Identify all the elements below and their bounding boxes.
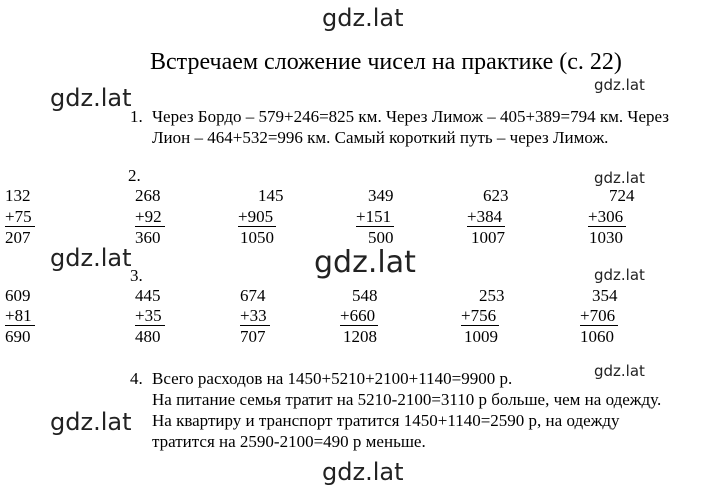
- task1-number: 1.: [130, 107, 143, 126]
- watermark-right-2: gdz.lat: [594, 169, 645, 187]
- addend-b: +92: [135, 208, 165, 227]
- addend-a: 548: [352, 286, 378, 305]
- addend-a: 445: [135, 286, 161, 305]
- addend-a: 724: [609, 186, 635, 205]
- page-title: Встречаем сложение чисел на практике (с. 22): [150, 49, 622, 75]
- addend-a: 354: [592, 286, 618, 305]
- watermark-right-3: gdz.lat: [594, 266, 645, 284]
- task4-line3: На квартиру и транспорт тратится 1450+1140=2590 р, на одежду: [152, 411, 620, 430]
- watermark-left-2: gdz.lat: [50, 244, 132, 272]
- sum: 1009: [464, 327, 498, 346]
- watermark-top: gdz.lat: [322, 4, 404, 32]
- sum: 1030: [589, 228, 623, 247]
- addend-a: 609: [5, 286, 31, 305]
- task4-line2: На питание семья тратит на 5210-2100=3110 р больше, чем на одежду.: [152, 390, 662, 409]
- sum: 207: [5, 228, 31, 247]
- sum: 360: [135, 228, 161, 247]
- addend-b: +151: [356, 208, 394, 227]
- addend-b: +35: [135, 307, 165, 326]
- sum: 690: [5, 327, 31, 346]
- addend-b: +706: [580, 307, 618, 326]
- sum: 1060: [580, 327, 614, 346]
- addend-b: +81: [5, 307, 35, 326]
- task1-line2: Лион – 464+532=996 км. Самый короткий путь – через Лимож.: [152, 128, 609, 147]
- task4-line4: тратится на 2590-2100=490 р меньше.: [152, 432, 426, 451]
- addend-b: +384: [467, 208, 505, 227]
- sum: 707: [240, 327, 266, 346]
- watermark-left-1: gdz.lat: [50, 84, 132, 112]
- addend-a: 132: [5, 186, 31, 205]
- addend-b: +306: [588, 208, 626, 227]
- sum: 1050: [240, 228, 274, 247]
- sum: 1208: [343, 327, 377, 346]
- task2-number: 2.: [128, 166, 141, 185]
- addend-b: +905: [238, 208, 276, 227]
- watermark-right-1: gdz.lat: [594, 76, 645, 94]
- watermark-bottom: gdz.lat: [322, 458, 404, 486]
- sum: 480: [135, 327, 161, 346]
- sum: 1007: [471, 228, 505, 247]
- addend-a: 145: [258, 186, 284, 205]
- watermark-right-4: gdz.lat: [594, 362, 645, 380]
- addend-a: 253: [479, 286, 505, 305]
- watermark-left-3: gdz.lat: [50, 408, 132, 436]
- task4-number: 4.: [130, 369, 143, 388]
- addend-a: 268: [135, 186, 161, 205]
- addend-b: +756: [461, 307, 499, 326]
- addend-b: +33: [240, 307, 270, 326]
- task3-number: 3.: [130, 266, 143, 285]
- addend-b: +75: [5, 208, 35, 227]
- addend-a: 349: [368, 186, 394, 205]
- addend-b: +660: [340, 307, 378, 326]
- sum: 500: [368, 228, 394, 247]
- task1-line1: Через Бордо – 579+246=825 км. Через Лимож – 405+389=794 км. Через: [152, 107, 669, 126]
- task4-line1: Всего расходов на 1450+5210+2100+1140=9900 р.: [152, 369, 513, 388]
- addend-a: 674: [240, 286, 266, 305]
- watermark-center: gdz.lat: [314, 245, 416, 280]
- addend-a: 623: [483, 186, 509, 205]
